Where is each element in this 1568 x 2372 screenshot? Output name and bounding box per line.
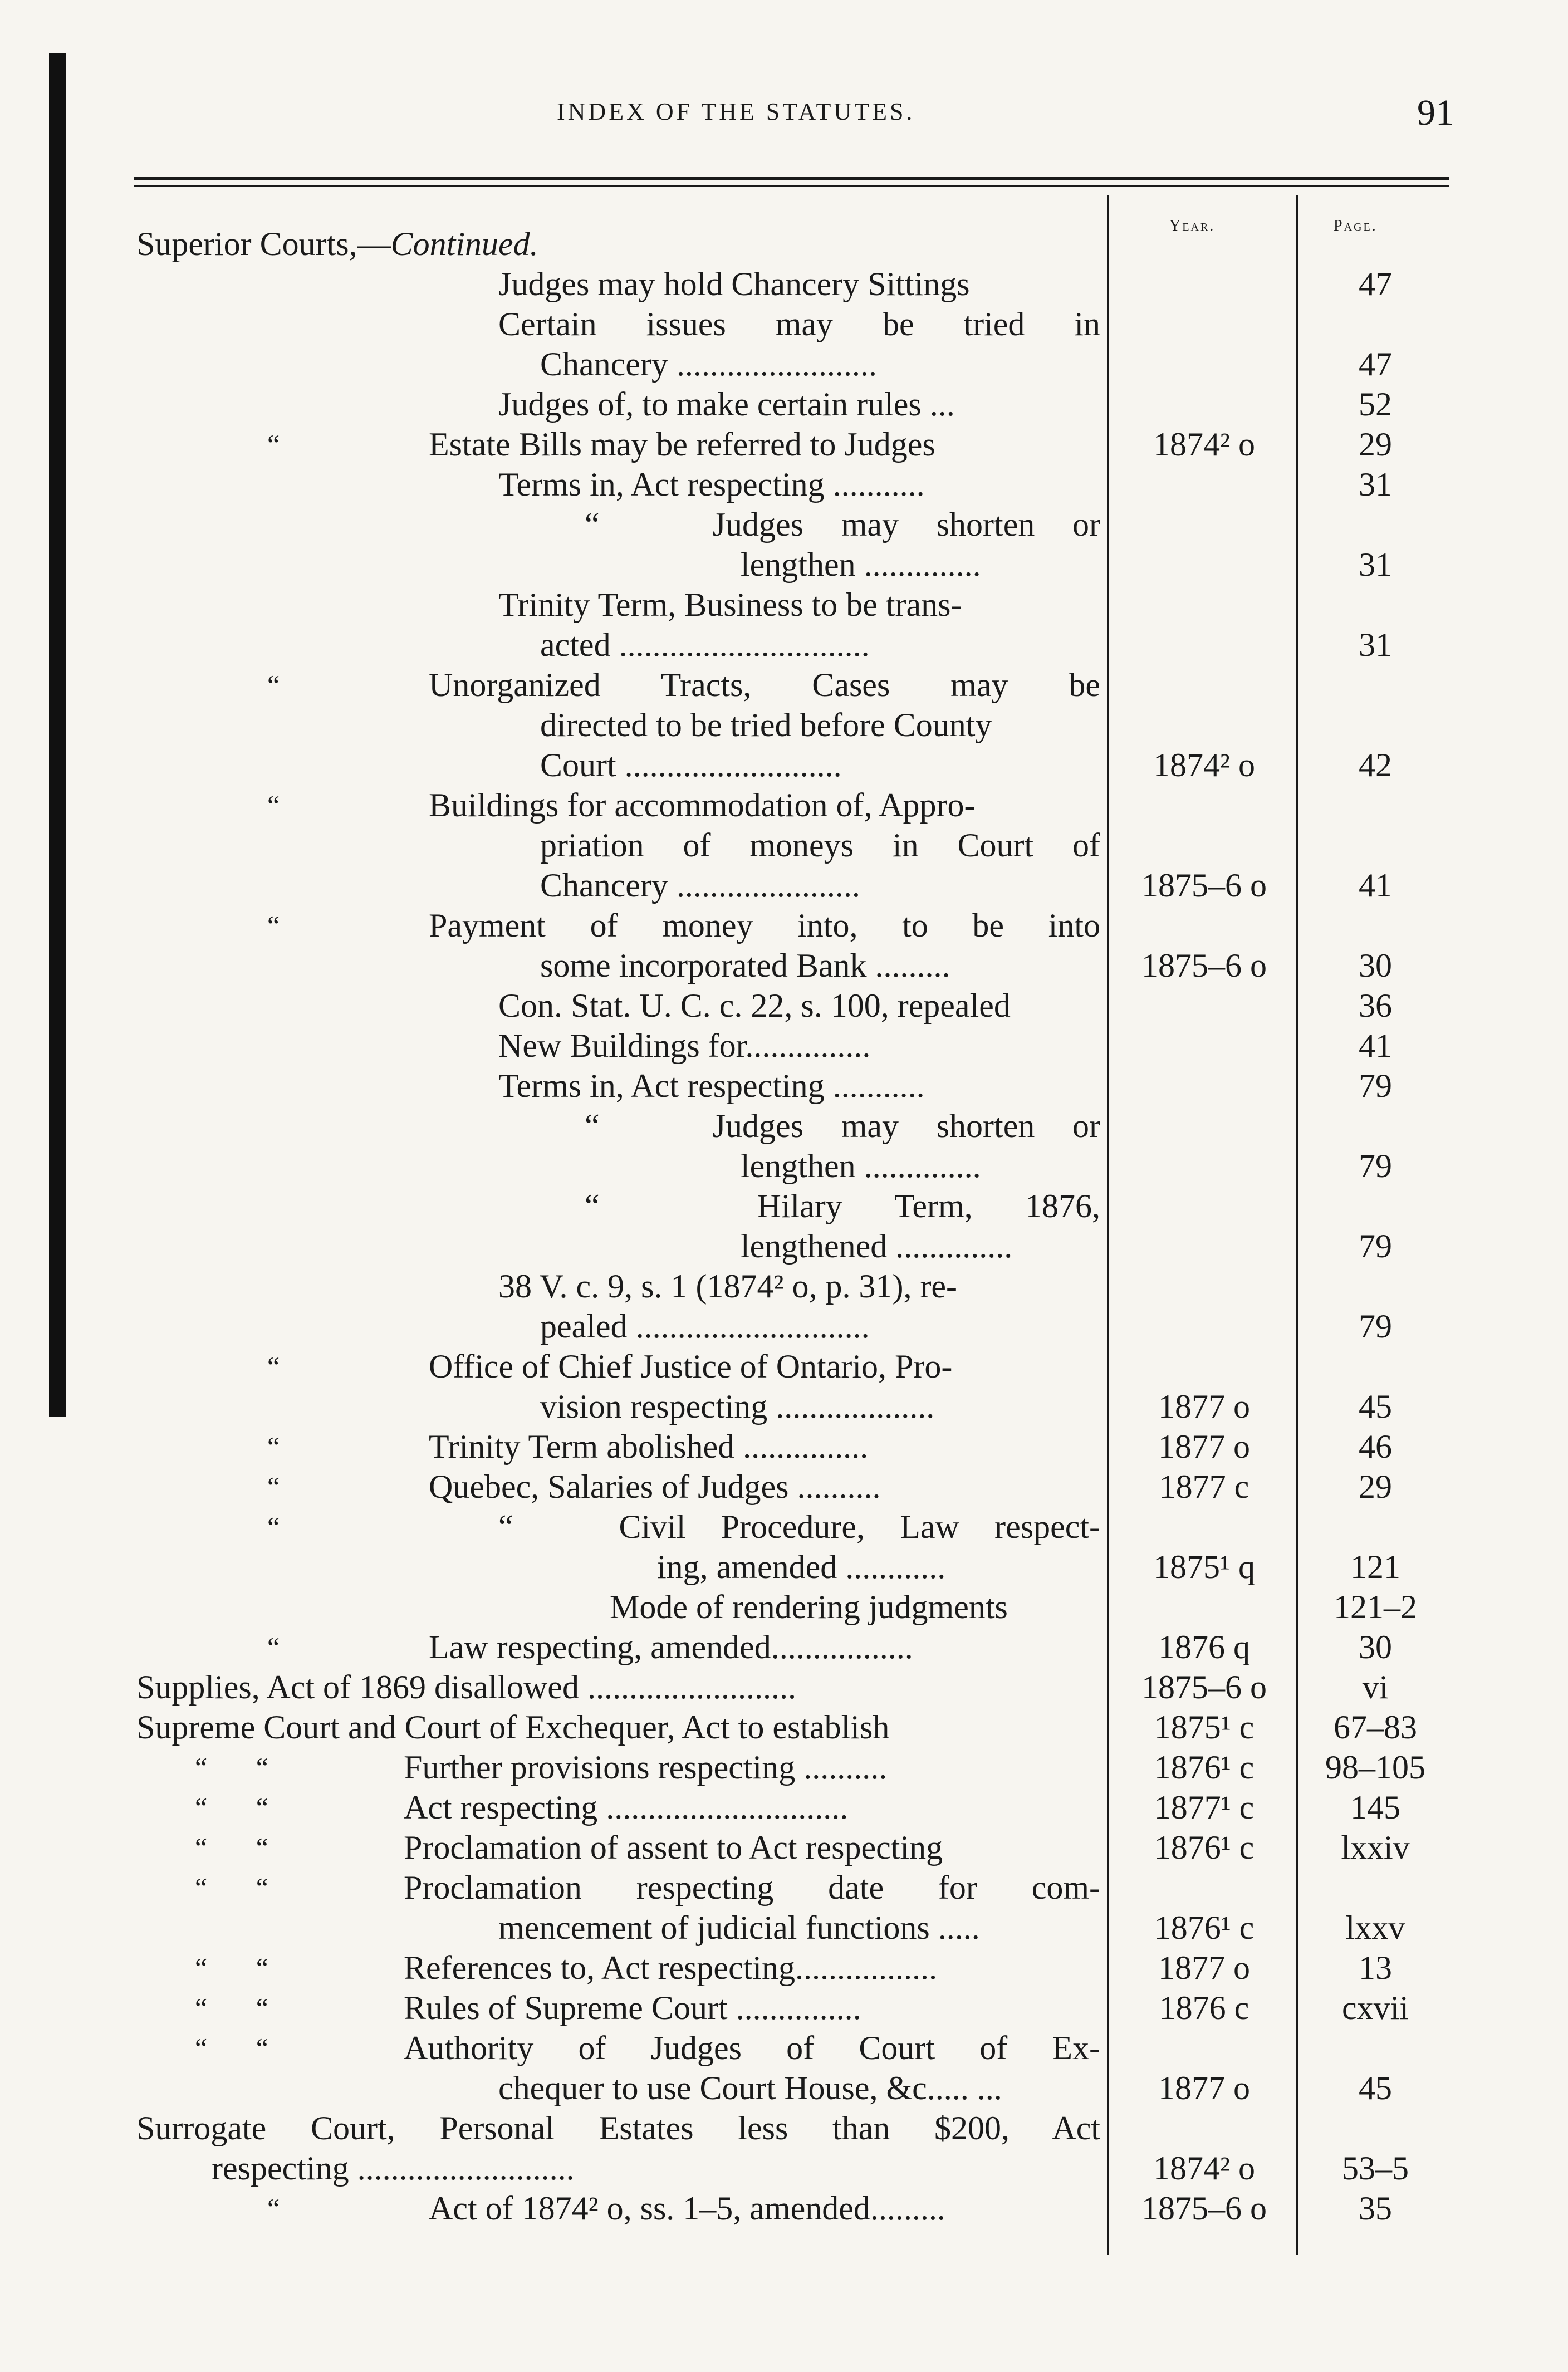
entry-text — [404, 1787, 1100, 1827]
entry-text — [657, 1547, 1100, 1587]
index-line — [0, 1306, 1568, 1346]
index-line — [0, 625, 1568, 665]
entry-text-main: Further provisions respecting .......... — [404, 1749, 888, 1786]
entry-text — [404, 2028, 1100, 2068]
ditto-mark: “ — [267, 910, 280, 941]
index-line — [0, 825, 1568, 865]
entry-year: 1874² o — [1153, 426, 1255, 463]
ditto-mark: “ “ — [195, 2032, 268, 2064]
entry-page: 46 — [1359, 1428, 1392, 1465]
entry-page: 52 — [1359, 386, 1392, 423]
entry-text — [610, 1587, 1100, 1627]
page-header — [0, 92, 1568, 142]
index-line — [0, 745, 1568, 785]
index-line — [0, 865, 1568, 905]
entry-text — [404, 1827, 1100, 1868]
entry-text-main: respecting .......................... — [212, 2150, 575, 2187]
entry-text-main: Trinity Term abolished ............... — [429, 1428, 869, 1465]
index-line — [0, 1908, 1568, 1948]
entry-text — [136, 1707, 1100, 1747]
entry-year: 1875–6 o — [1141, 947, 1267, 984]
entry-text-main: Terms in, Act respecting ........... — [498, 466, 925, 503]
index-line — [0, 1386, 1568, 1427]
entry-text — [498, 384, 1100, 424]
entry-text-main: Court .......................... — [540, 747, 842, 783]
entry-page: lxxiv — [1341, 1829, 1410, 1866]
entry-text — [498, 1066, 1100, 1106]
entry-year: 1874² o — [1153, 747, 1255, 783]
index-line — [0, 785, 1568, 825]
ditto-mark: “ — [267, 1431, 280, 1462]
entry-text — [404, 1868, 1100, 1908]
entry-text — [498, 1507, 1100, 1547]
entry-text-main: Estate Bills may be referred to Judges — [429, 426, 935, 463]
entry-page: 145 — [1350, 1789, 1400, 1826]
index-line — [0, 1427, 1568, 1467]
index-line — [0, 2188, 1568, 2228]
index-line — [0, 224, 1568, 264]
entry-text — [540, 745, 1100, 785]
entry-year: 1876¹ c — [1154, 1829, 1255, 1866]
entry-text — [540, 625, 1100, 665]
entry-text — [498, 304, 1100, 344]
index-line — [0, 1346, 1568, 1386]
entry-page: lxxv — [1345, 1909, 1405, 1946]
entry-text-main: Certain issues may be tried in — [498, 306, 1100, 342]
entry-page: 35 — [1359, 2190, 1392, 2227]
index-line — [0, 464, 1568, 504]
entry-text-main: “ Civil Procedure, Law respect- — [498, 1508, 1100, 1545]
entry-text — [741, 1146, 1100, 1186]
ditto-mark: “ “ — [195, 1952, 268, 1983]
index-line — [0, 705, 1568, 745]
index-line — [0, 1707, 1568, 1747]
entry-year: 1875–6 o — [1141, 1669, 1267, 1706]
entry-page: 31 — [1359, 546, 1392, 583]
entry-text-main: Supreme Court and Court of Exchequer, Act to establish — [136, 1709, 890, 1746]
entry-text — [498, 1266, 1100, 1306]
entry-text-main: mencement of judicial functions ..... — [498, 1909, 980, 1946]
entry-text-main: acted .............................. — [540, 626, 870, 663]
entry-text — [540, 825, 1100, 865]
entry-text-main: Proclamation respecting date for com- — [404, 1869, 1100, 1906]
entry-year: 1877 c — [1159, 1468, 1250, 1505]
entry-page: 13 — [1359, 1949, 1392, 1986]
entry-year: 1877 o — [1158, 1388, 1250, 1425]
entry-text — [429, 905, 1100, 945]
entry-page: 42 — [1359, 747, 1392, 783]
entry-text-main: pealed ............................ — [540, 1308, 870, 1345]
entry-text-main: “ Judges may shorten or — [585, 1107, 1100, 1144]
entry-text — [136, 224, 538, 264]
ditto-mark: “ — [267, 790, 280, 821]
entry-text — [498, 464, 1100, 504]
entry-text-main: Surrogate Court, Personal Estates less than $200, Act — [136, 2110, 1100, 2146]
entry-text — [136, 1667, 1100, 1707]
index-line — [0, 304, 1568, 344]
entry-text-main: Proclamation of assent to Act respecting — [404, 1829, 943, 1866]
ditto-mark: “ “ — [195, 1992, 268, 2023]
index-line — [0, 424, 1568, 464]
index-line — [0, 1507, 1568, 1547]
entry-text — [540, 865, 1100, 905]
index-line — [0, 2028, 1568, 2068]
index-line — [0, 1948, 1568, 1988]
index-line — [0, 2148, 1568, 2188]
entry-text-main: directed to be tried before County — [540, 707, 992, 743]
entry-year: 1876¹ c — [1154, 1749, 1255, 1786]
entry-text — [429, 1346, 1100, 1386]
entry-page: vi — [1362, 1669, 1389, 1706]
entry-text-main: Trinity Term, Business to be trans- — [498, 586, 962, 623]
entry-page: 121 — [1350, 1548, 1400, 1585]
entry-page: 31 — [1359, 466, 1392, 503]
entry-text — [498, 986, 1100, 1026]
page-column-header: Page. — [1334, 217, 1378, 234]
index-line — [0, 1467, 1568, 1507]
index-line — [0, 1827, 1568, 1868]
entry-text-main: Payment of money into, to be into — [429, 907, 1100, 944]
entry-page: 98–105 — [1325, 1749, 1425, 1786]
entry-text-main: 38 V. c. 9, s. 1 (1874² o, p. 31), re- — [498, 1268, 958, 1305]
entry-year: 1875–6 o — [1141, 2190, 1267, 2227]
index-line — [0, 905, 1568, 945]
entry-page: cxvii — [1342, 1989, 1409, 2026]
index-line — [0, 1587, 1568, 1627]
entry-text-main: “ Judges may shorten or — [585, 506, 1100, 543]
entry-text — [498, 264, 1100, 304]
entry-text-main: lengthen .............. — [741, 546, 981, 583]
index-line — [0, 1627, 1568, 1667]
entry-text-main: Terms in, Act respecting ........... — [498, 1067, 925, 1104]
index-line — [0, 384, 1568, 424]
entry-text-main: Office of Chief Justice of Ontario, Pro- — [429, 1348, 953, 1385]
entry-text-main: Unorganized Tracts, Cases may be — [429, 666, 1100, 703]
entry-text-main: lengthened .............. — [741, 1228, 1013, 1265]
entry-year: 1874² o — [1153, 2150, 1255, 2187]
index-line — [0, 1226, 1568, 1266]
entry-text — [429, 2188, 1100, 2228]
entry-text — [741, 1226, 1100, 1266]
entry-page: 79 — [1359, 1148, 1392, 1184]
entry-page: 47 — [1359, 266, 1392, 302]
index-line — [0, 1667, 1568, 1707]
index-line — [0, 1146, 1568, 1186]
index-line — [0, 1988, 1568, 2028]
entry-text — [498, 1908, 1100, 1948]
entry-page: 30 — [1359, 1629, 1392, 1665]
index-line — [0, 1186, 1568, 1226]
entry-page: 67–83 — [1334, 1709, 1417, 1746]
entry-text-main: Act respecting ............................. — [404, 1789, 849, 1826]
index-line — [0, 1066, 1568, 1106]
entry-text-main: vision respecting ................... — [540, 1388, 935, 1425]
entry-text-main: priation of moneys in Court of — [540, 827, 1100, 864]
entry-text-main: Superior Courts,— — [136, 226, 391, 262]
entry-text-main: Chancery ........................ — [540, 346, 877, 383]
entry-year: 1875–6 o — [1141, 867, 1267, 904]
ditto-mark: “ — [267, 429, 280, 460]
entry-text-italic: Continued. — [390, 226, 538, 262]
index-line — [0, 344, 1568, 384]
entry-text-main: Authority of Judges of Court of Ex- — [404, 2030, 1100, 2066]
entry-text — [404, 1948, 1100, 1988]
entry-text — [741, 545, 1100, 585]
index-line — [0, 504, 1568, 545]
entry-year: 1876 q — [1158, 1629, 1250, 1665]
entry-page: 45 — [1359, 1388, 1392, 1425]
entry-text — [585, 1186, 1100, 1226]
entry-page: 30 — [1359, 947, 1392, 984]
entry-page: 53–5 — [1342, 2150, 1409, 2187]
index-line — [0, 1026, 1568, 1066]
entry-year: 1876¹ c — [1154, 1909, 1255, 1946]
entry-page: 36 — [1359, 987, 1392, 1024]
ditto-mark: “ “ — [195, 1832, 268, 1863]
entry-text — [498, 585, 1100, 625]
entry-text — [429, 1627, 1100, 1667]
entry-text-main: chequer to use Court House, &c..... ... — [498, 2070, 1002, 2106]
entry-text-main: lengthen .............. — [741, 1148, 981, 1184]
entry-text-main: Quebec, Salaries of Judges .......... — [429, 1468, 881, 1505]
entry-page: 79 — [1359, 1067, 1392, 1104]
ditto-mark: “ “ — [195, 1752, 268, 1783]
index-line — [0, 986, 1568, 1026]
entry-year: 1875¹ q — [1153, 1548, 1255, 1585]
index-line — [0, 585, 1568, 625]
entry-text — [498, 1026, 1100, 1066]
entry-page: 29 — [1359, 426, 1392, 463]
header-rule-thin — [134, 185, 1449, 187]
entry-text-main: Judges of, to make certain rules ... — [498, 386, 955, 423]
ditto-mark: “ — [267, 669, 280, 700]
index-line — [0, 264, 1568, 304]
entry-text-main: References to, Act respecting................. — [404, 1949, 938, 1986]
page-number: 91 — [1417, 92, 1454, 133]
entry-text-main: Supplies, Act of 1869 disallowed ......................... — [136, 1669, 796, 1706]
entry-page: 41 — [1359, 867, 1392, 904]
index-line — [0, 945, 1568, 986]
entry-text — [404, 1747, 1100, 1787]
index-line — [0, 2108, 1568, 2148]
ditto-mark: “ “ — [195, 1872, 268, 1903]
entry-text-main: Chancery ...................... — [540, 867, 860, 904]
entry-year: 1877¹ c — [1154, 1789, 1255, 1826]
ditto-mark: “ — [267, 1511, 280, 1542]
ditto-mark: “ — [267, 2193, 280, 2224]
entry-text-main: Con. Stat. U. C. c. 22, s. 100, repealed — [498, 987, 1011, 1024]
entry-text-main: Judges may hold Chancery Sittings — [498, 266, 970, 302]
index-line — [0, 1747, 1568, 1787]
entry-page: 121–2 — [1334, 1589, 1417, 1625]
entry-text — [585, 504, 1100, 545]
year-column-header: Year. — [1169, 217, 1216, 234]
entry-text — [212, 2148, 1100, 2188]
entry-text-main: “ Hilary Term, 1876, — [585, 1188, 1100, 1224]
ditto-mark: “ “ — [195, 1792, 268, 1823]
entry-text-main: Rules of Supreme Court ............... — [404, 1989, 861, 2026]
index-line — [0, 1787, 1568, 1827]
entry-text-main: New Buildings for............... — [498, 1027, 871, 1064]
entry-text — [585, 1106, 1100, 1146]
entry-year: 1876 c — [1159, 1989, 1250, 2026]
index-line — [0, 2068, 1568, 2108]
entry-text — [540, 344, 1100, 384]
entry-text — [404, 1988, 1100, 2028]
index-line — [0, 1106, 1568, 1146]
ditto-mark: “ — [267, 1471, 280, 1502]
entry-text — [429, 665, 1100, 705]
index-line — [0, 665, 1568, 705]
entry-text — [429, 424, 1100, 464]
entry-page: 79 — [1359, 1308, 1392, 1345]
entry-text — [540, 1386, 1100, 1427]
entry-year: 1877 o — [1158, 2070, 1250, 2106]
entry-page: 31 — [1359, 626, 1392, 663]
entry-text — [540, 945, 1100, 986]
entry-text — [429, 1467, 1100, 1507]
entry-text — [429, 785, 1100, 825]
entry-text — [429, 1427, 1100, 1467]
entry-text-main: Act of 1874² o, ss. 1–5, amended......... — [429, 2190, 945, 2227]
entry-year: 1877 o — [1158, 1949, 1250, 1986]
running-head: INDEX OF THE STATUTES. — [557, 98, 915, 125]
entry-year: 1875¹ c — [1154, 1709, 1255, 1746]
index-line — [0, 1266, 1568, 1306]
entry-text — [136, 2108, 1100, 2148]
entry-text-main: some incorporated Bank ......... — [540, 947, 950, 984]
entry-page: 47 — [1359, 346, 1392, 383]
entry-page: 41 — [1359, 1027, 1392, 1064]
index-line — [0, 1868, 1568, 1908]
index-line — [0, 545, 1568, 585]
index-entries — [0, 224, 1568, 2228]
entry-text — [498, 2068, 1100, 2108]
header-rule-thick — [134, 177, 1449, 180]
entry-page: 79 — [1359, 1228, 1392, 1265]
entry-text-main: Law respecting, amended................. — [429, 1629, 913, 1665]
entry-page: 45 — [1359, 2070, 1392, 2106]
entry-text — [540, 1306, 1100, 1346]
ditto-mark: “ — [267, 1351, 280, 1382]
entry-text-main: Mode of rendering judgments — [610, 1589, 1008, 1625]
ditto-mark: “ — [267, 1631, 280, 1663]
entry-text — [540, 705, 1100, 745]
entry-text-main: Buildings for accommodation of, Appro- — [429, 787, 976, 824]
entry-page: 29 — [1359, 1468, 1392, 1505]
entry-text-main: ing, amended ............ — [657, 1548, 946, 1585]
index-line — [0, 1547, 1568, 1587]
entry-year: 1877 o — [1158, 1428, 1250, 1465]
